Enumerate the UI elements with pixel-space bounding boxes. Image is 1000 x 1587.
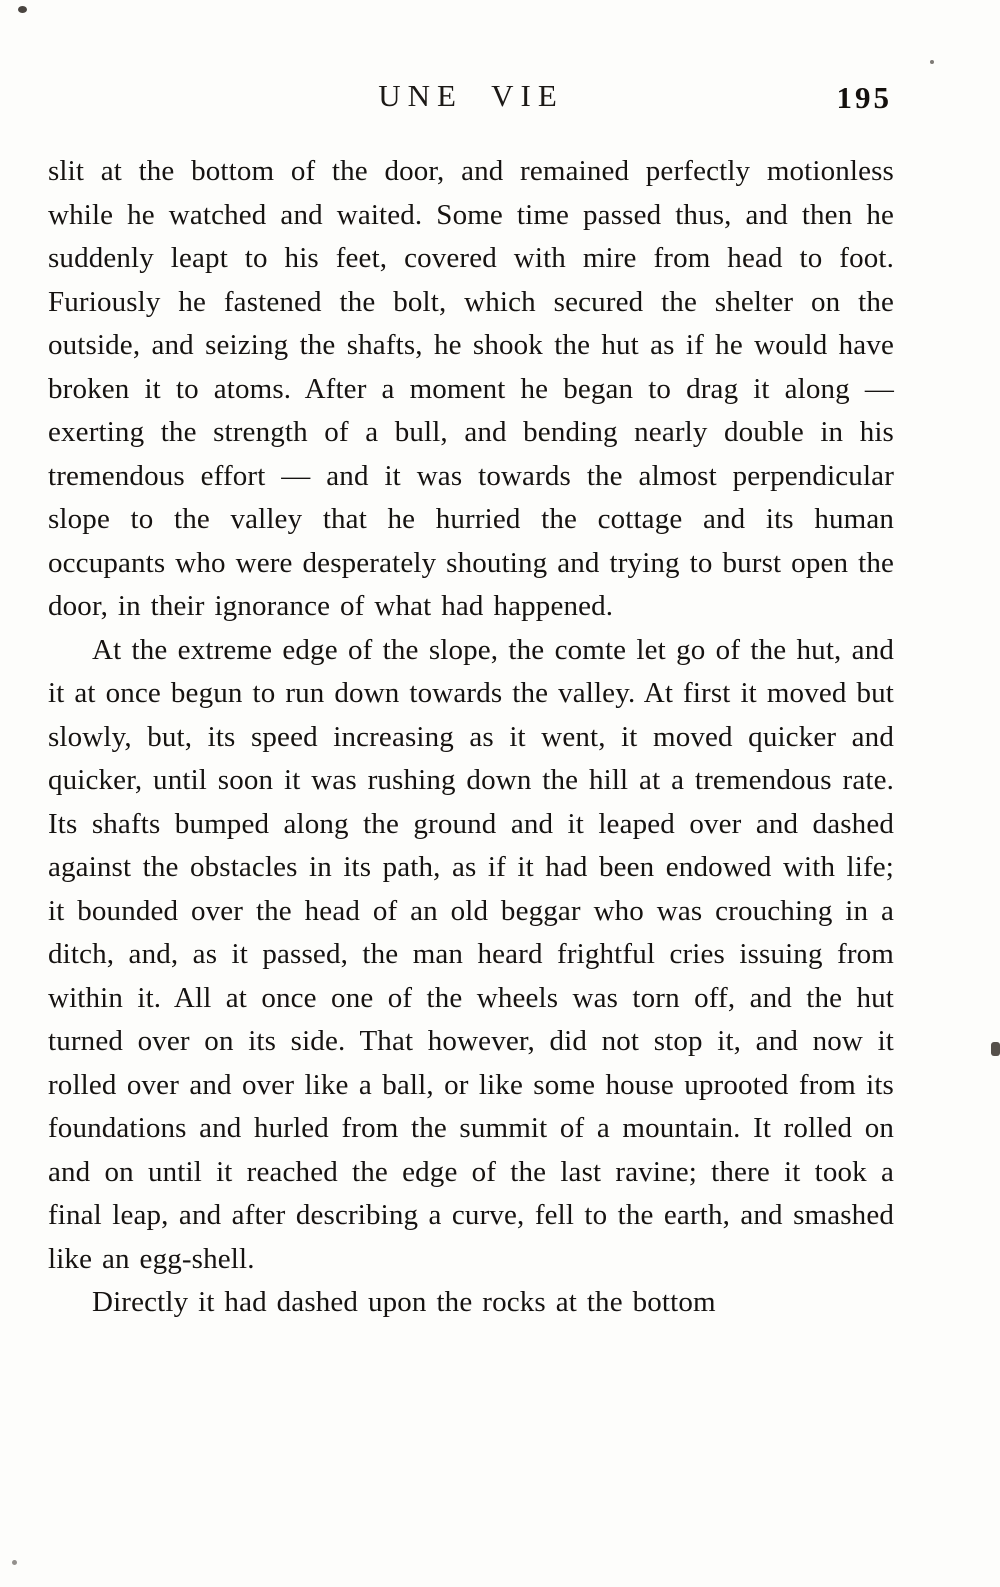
ink-speck [12,1560,17,1565]
page-number: 195 [836,80,892,115]
paragraph: slit at the bottom of the door, and remained perfectly motionless while he watched and waited. Some time passed thus, and then he suddenly leapt to his feet, covered with mire from head to foot. Furiously he fastened the bolt, which secured the shelter on the outside, and seizing the shafts, he shook the hut as if he would have broken it to atoms. After a moment he began to drag it along — exerting the strength of a bull, and bending nearly double in his tremendous effort — and it was towards the almost perpendicular slope to the valley that he hurried the cottage and its human occupants who were desperately shouting and trying to burst open the door, in their ignorance of what had happened. [48,155,894,622]
page-title: UNE VIE [378,78,564,113]
running-head [48,78,894,122]
ink-speck [930,60,934,64]
paragraph: At the extreme edge of the slope, the comte let go of the hut, and it at once begun to run down towards the valley. At first it moved but slowly, but, its speed increasing as it went, it moved quicker and quicker, until soon it was rushing down the hill at a tremendous rate. Its shafts bumped along the ground and it leaped over and dashed against the obstacles in its path, as if it had been endowed with life; it bounded over the head of an old beggar who was crouching in a ditch, and, as it passed, the man heard frightful cries issuing from within it. All at once one of the wheels was torn off, and the hut turned over on its side. That however, did not stop it, and now it rolled over and over like a ball, or like some house uprooted from its foundations and hurled from the summit of a mountain. It rolled on and on until it reached the edge of the last ravine; there it took a final leap, and after describing a curve, fell to the earth, and smashed like an egg-shell. [48,633,894,1275]
ink-speck [991,1042,1000,1056]
paragraph: Directly it had dashed upon the rocks at the bottom [92,1286,716,1318]
body-text [48,150,894,1325]
ink-speck [18,6,27,13]
